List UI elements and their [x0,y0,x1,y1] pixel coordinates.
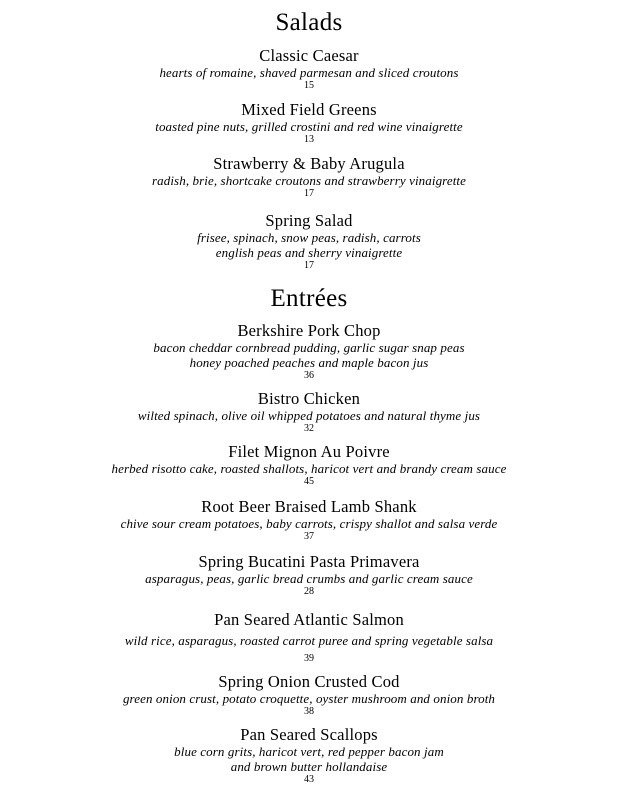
item-description: honey poached peaches and maple bacon jus [189,355,429,370]
menu-item-seared-scallops [0,726,618,786]
menu-item-spring-salad [0,212,618,272]
item-description: toasted pine nuts, grilled crostini and red wine vinaigrette [155,119,463,134]
item-description: hearts of romaine, shaved parmesan and sliced croutons [159,65,459,80]
item-price: 39 [304,653,314,664]
item-description: asparagus, peas, garlic bread crumbs and garlic cream sauce [145,571,473,586]
item-price: 13 [304,134,314,145]
item-name: Mixed Field Greens [241,100,377,119]
item-name: Berkshire Pork Chop [237,321,381,340]
entrees-heading: Entrées [270,285,348,312]
item-price: 45 [304,476,314,487]
item-price: 32 [304,423,314,434]
item-price: 37 [304,531,314,542]
menu-item-strawberry-arugula [0,155,618,200]
item-description: bacon cheddar cornbread pudding, garlic sugar snap peas [153,340,465,355]
item-price: 17 [304,260,314,271]
item-description: radish, brie, shortcake croutons and strawberry vinaigrette [151,173,467,188]
menu-item-lamb-shank [0,498,618,543]
item-description: wilted spinach, olive oil whipped potatoes and natural thyme jus [137,408,481,423]
menu-item-mixed-field-greens [0,101,618,146]
item-name: Filet Mignon Au Poivre [228,442,390,461]
item-name: Spring Salad [265,211,353,230]
item-price: 28 [304,586,314,597]
menu-item-bucatini-primavera [0,553,618,598]
item-name: Pan Seared Scallops [240,725,378,744]
item-description: green onion crust, potato croquette, oyster mushroom and onion broth [122,691,496,706]
item-description: chive sour cream potatoes, baby carrots, crispy shallot and salsa verde [120,516,498,531]
menu-item-pork-chop [0,322,618,382]
item-price: 36 [304,370,314,381]
menu-item-filet-mignon [0,443,618,488]
item-price: 15 [304,80,314,91]
item-description: blue corn grits, haricot vert, red pepper bacon jam [174,744,444,759]
item-description: wild rice, asparagus, roasted carrot puree and spring vegetable salsa [124,633,494,648]
item-price: 38 [304,706,314,717]
item-description: frisee, spinach, snow peas, radish, carrots [197,230,421,245]
menu-item-onion-crusted-cod [0,673,618,718]
item-name: Spring Onion Crusted Cod [218,672,400,691]
item-name: Classic Caesar [259,46,359,65]
item-name: Pan Seared Atlantic Salmon [214,610,404,629]
salads-heading: Salads [275,9,343,36]
item-description: herbed risotto cake, roasted shallots, haricot vert and brandy cream sauce [111,461,507,476]
menu-item-classic-caesar [0,47,618,92]
item-name: Root Beer Braised Lamb Shank [201,497,417,516]
item-name: Strawberry & Baby Arugula [213,154,405,173]
item-name: Bistro Chicken [257,389,361,408]
menu-item-atlantic-salmon [0,611,618,665]
item-price: 43 [304,774,314,785]
menu-item-bistro-chicken [0,390,618,435]
item-name: Spring Bucatini Pasta Primavera [198,552,420,571]
item-description: and brown butter hollandaise [230,759,388,774]
item-price: 17 [304,188,314,199]
item-description: english peas and sherry vinaigrette [215,245,403,260]
